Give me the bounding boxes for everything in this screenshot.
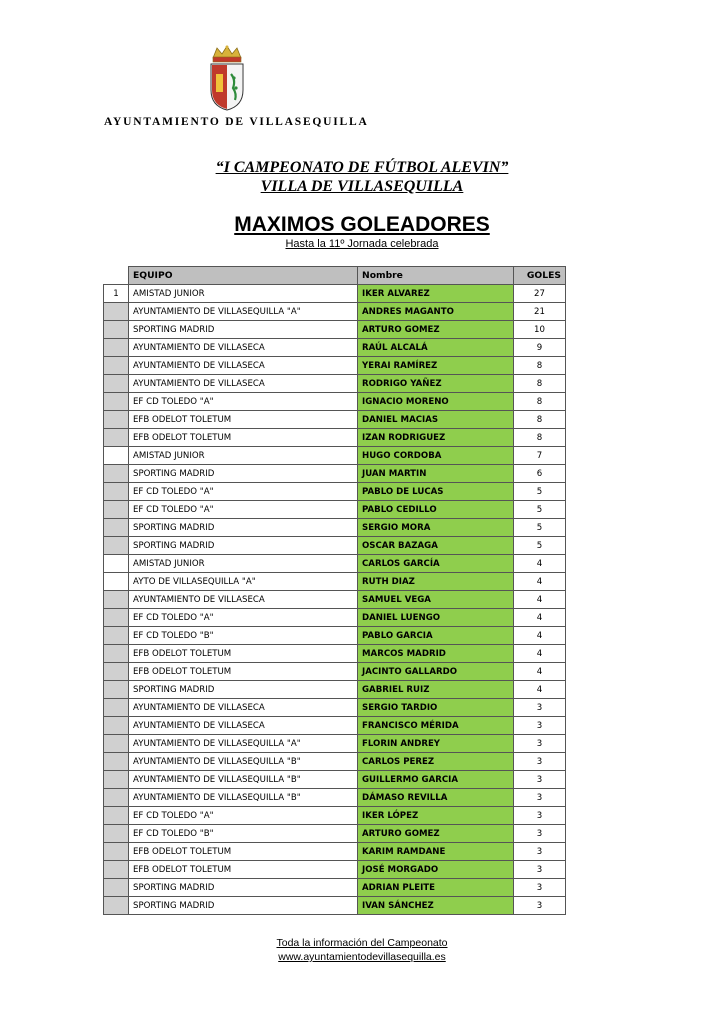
round-note: Hasta la 11º Jornada celebrada	[285, 238, 439, 250]
player-name-cell: JACINTO GALLARDO	[358, 663, 514, 681]
table-row	[104, 411, 566, 429]
goals-cell: 3	[514, 843, 566, 861]
player-name-cell: IGNACIO MORENO	[358, 393, 514, 411]
goals-cell: 5	[514, 483, 566, 501]
table-row	[104, 519, 566, 537]
goals-cell: 6	[514, 465, 566, 483]
rank-cell	[104, 591, 129, 609]
rank-cell	[104, 861, 129, 879]
rank-cell	[104, 897, 129, 915]
player-name-cell: CARLOS GARCÍA	[358, 555, 514, 573]
team-cell: SPORTING MADRID	[129, 897, 358, 915]
table-row	[104, 447, 566, 465]
goals-cell: 3	[514, 861, 566, 879]
rank-cell	[104, 501, 129, 519]
table-row	[104, 681, 566, 699]
goals-cell: 3	[514, 789, 566, 807]
goals-cell: 3	[514, 807, 566, 825]
player-name-cell: ARTURO GOMEZ	[358, 321, 514, 339]
coat-of-arms-icon	[205, 44, 249, 112]
player-name-cell: ADRIAN PLEITE	[358, 879, 514, 897]
rank-cell	[104, 537, 129, 555]
goals-cell: 8	[514, 411, 566, 429]
team-cell: AYUNTAMIENTO DE VILLASECA	[129, 357, 358, 375]
player-name-cell: PABLO CEDILLO	[358, 501, 514, 519]
player-name-cell: RODRIGO YAÑEZ	[358, 375, 514, 393]
rank-cell	[104, 375, 129, 393]
rank-header	[104, 267, 129, 285]
player-name-cell: GABRIEL RUIZ	[358, 681, 514, 699]
team-cell: SPORTING MADRID	[129, 681, 358, 699]
goals-cell: 3	[514, 753, 566, 771]
goals-cell: 21	[514, 303, 566, 321]
rank-cell	[104, 411, 129, 429]
table-row	[104, 483, 566, 501]
player-name-cell: YERAI RAMÍREZ	[358, 357, 514, 375]
player-name-cell: OSCAR BAZAGA	[358, 537, 514, 555]
table-row	[104, 591, 566, 609]
championship-title: “I CAMPEONATO DE FÚTBOL ALEVIN”	[215, 159, 509, 176]
goals-column-header: GOLES	[514, 267, 566, 285]
table-row	[104, 645, 566, 663]
team-cell: SPORTING MADRID	[129, 465, 358, 483]
player-name-cell: JOSÉ MORGADO	[358, 861, 514, 879]
team-cell: EF CD TOLEDO "A"	[129, 393, 358, 411]
goals-cell: 3	[514, 699, 566, 717]
player-name-cell: CARLOS PEREZ	[358, 753, 514, 771]
rank-cell	[104, 627, 129, 645]
top-scorers-table	[103, 266, 566, 915]
table-row	[104, 357, 566, 375]
table-header-row	[104, 267, 566, 285]
table-row	[104, 501, 566, 519]
player-name-cell: IVAN SÁNCHEZ	[358, 897, 514, 915]
rank-cell	[104, 393, 129, 411]
goals-cell: 4	[514, 555, 566, 573]
team-cell: AYUNTAMIENTO DE VILLASECA	[129, 591, 358, 609]
table-row	[104, 465, 566, 483]
player-name-cell: ARTURO GOMEZ	[358, 825, 514, 843]
team-cell: EFB ODELOT TOLETUM	[129, 843, 358, 861]
player-name-cell: HUGO CORDOBA	[358, 447, 514, 465]
team-cell: AYUNTAMIENTO DE VILLASEQUILLA "A"	[129, 303, 358, 321]
table-row	[104, 753, 566, 771]
team-cell: AYUNTAMIENTO DE VILLASECA	[129, 375, 358, 393]
table-row	[104, 303, 566, 321]
table-row	[104, 879, 566, 897]
goals-cell: 4	[514, 609, 566, 627]
team-cell: AYUNTAMIENTO DE VILLASECA	[129, 699, 358, 717]
goals-cell: 8	[514, 375, 566, 393]
team-cell: EF CD TOLEDO "A"	[129, 609, 358, 627]
player-name-cell: ANDRES MAGANTO	[358, 303, 514, 321]
goals-cell: 3	[514, 717, 566, 735]
player-name-cell: PABLO DE LUCAS	[358, 483, 514, 501]
goals-cell: 3	[514, 735, 566, 753]
team-cell: AMISTAD JUNIOR	[129, 555, 358, 573]
footer-info: Toda la información del Campeonato	[276, 937, 448, 949]
goals-cell: 8	[514, 393, 566, 411]
goals-cell: 5	[514, 537, 566, 555]
player-name-cell: JUAN MARTIN	[358, 465, 514, 483]
organization-name: AYUNTAMIENTO DE VILLASEQUILLA	[104, 116, 369, 128]
table-row	[104, 393, 566, 411]
rank-cell	[104, 843, 129, 861]
team-cell: SPORTING MADRID	[129, 537, 358, 555]
goals-cell: 4	[514, 681, 566, 699]
table-row	[104, 537, 566, 555]
team-cell: EF CD TOLEDO "B"	[129, 627, 358, 645]
player-name-cell: DANIEL MACIAS	[358, 411, 514, 429]
team-cell: EF CD TOLEDO "A"	[129, 501, 358, 519]
player-name-cell: PABLO GARCIA	[358, 627, 514, 645]
rank-cell	[104, 771, 129, 789]
team-cell: EFB ODELOT TOLETUM	[129, 429, 358, 447]
rank-cell	[104, 483, 129, 501]
goals-cell: 4	[514, 627, 566, 645]
player-name-cell: DÁMASO REVILLA	[358, 789, 514, 807]
player-name-cell: FLORIN ANDREY	[358, 735, 514, 753]
table-row	[104, 843, 566, 861]
table-row	[104, 897, 566, 915]
goals-cell: 3	[514, 825, 566, 843]
table-row	[104, 771, 566, 789]
table-row	[104, 321, 566, 339]
goals-cell: 7	[514, 447, 566, 465]
rank-cell	[104, 753, 129, 771]
goals-cell: 27	[514, 285, 566, 303]
team-cell: AYUNTAMIENTO DE VILLASEQUILLA "B"	[129, 789, 358, 807]
goals-cell: 3	[514, 879, 566, 897]
goals-cell: 4	[514, 573, 566, 591]
rank-cell	[104, 789, 129, 807]
team-cell: AYUNTAMIENTO DE VILLASEQUILLA "B"	[129, 753, 358, 771]
rank-cell	[104, 519, 129, 537]
goals-cell: 4	[514, 663, 566, 681]
rank-cell	[104, 807, 129, 825]
team-cell: AMISTAD JUNIOR	[129, 285, 358, 303]
team-cell: AYUNTAMIENTO DE VILLASEQUILLA "B"	[129, 771, 358, 789]
footer-website-link[interactable]: www.ayuntamientodevillasequilla.es	[278, 951, 446, 963]
table-row	[104, 807, 566, 825]
team-cell: AYUNTAMIENTO DE VILLASEQUILLA "A"	[129, 735, 358, 753]
player-name-cell: MARCOS MADRID	[358, 645, 514, 663]
team-cell: SPORTING MADRID	[129, 321, 358, 339]
rank-cell	[104, 321, 129, 339]
team-cell: EFB ODELOT TOLETUM	[129, 663, 358, 681]
rank-cell	[104, 357, 129, 375]
team-cell: SPORTING MADRID	[129, 879, 358, 897]
team-cell: EFB ODELOT TOLETUM	[129, 411, 358, 429]
player-name-cell: RAÚL ALCALÁ	[358, 339, 514, 357]
player-name-cell: IKER LÓPEZ	[358, 807, 514, 825]
team-cell: AMISTAD JUNIOR	[129, 447, 358, 465]
goals-cell: 3	[514, 897, 566, 915]
player-name-cell: GUILLERMO GARCIA	[358, 771, 514, 789]
championship-subtitle: VILLA DE VILLASEQUILLA	[260, 178, 464, 195]
goals-cell: 4	[514, 645, 566, 663]
team-cell: EF CD TOLEDO "B"	[129, 825, 358, 843]
rank-cell	[104, 681, 129, 699]
rank-cell	[104, 429, 129, 447]
player-name-cell: DANIEL LUENGO	[358, 609, 514, 627]
name-column-header: Nombre	[358, 267, 514, 285]
player-name-cell: KARIM RAMDANE	[358, 843, 514, 861]
rank-cell	[104, 825, 129, 843]
table-row	[104, 735, 566, 753]
rank-cell: 1	[104, 285, 129, 303]
player-name-cell: SAMUEL VEGA	[358, 591, 514, 609]
team-cell: AYTO DE VILLASEQUILLA "A"	[129, 573, 358, 591]
table-row	[104, 825, 566, 843]
goals-cell: 10	[514, 321, 566, 339]
goals-cell: 5	[514, 501, 566, 519]
table-row	[104, 609, 566, 627]
rank-cell	[104, 339, 129, 357]
goals-cell: 5	[514, 519, 566, 537]
player-name-cell: SERGIO MORA	[358, 519, 514, 537]
team-cell: EF CD TOLEDO "A"	[129, 807, 358, 825]
team-cell: EFB ODELOT TOLETUM	[129, 645, 358, 663]
rank-cell	[104, 447, 129, 465]
rank-cell	[104, 717, 129, 735]
table-row	[104, 861, 566, 879]
table-row	[104, 699, 566, 717]
player-name-cell: IKER ALVAREZ	[358, 285, 514, 303]
page-title: MAXIMOS GOLEADORES	[234, 213, 490, 236]
table-row	[104, 573, 566, 591]
player-name-cell: RUTH DIAZ	[358, 573, 514, 591]
rank-cell	[104, 609, 129, 627]
rank-cell	[104, 645, 129, 663]
table-row	[104, 285, 566, 303]
team-cell: SPORTING MADRID	[129, 519, 358, 537]
rank-cell	[104, 735, 129, 753]
player-name-cell: IZAN RODRIGUEZ	[358, 429, 514, 447]
table-row	[104, 555, 566, 573]
rank-cell	[104, 879, 129, 897]
rank-cell	[104, 573, 129, 591]
player-name-cell: FRANCISCO MÉRIDA	[358, 717, 514, 735]
rank-cell	[104, 465, 129, 483]
team-cell: AYUNTAMIENTO DE VILLASECA	[129, 717, 358, 735]
table-row	[104, 663, 566, 681]
player-name-cell: SERGIO TARDIO	[358, 699, 514, 717]
table-row	[104, 717, 566, 735]
rank-cell	[104, 303, 129, 321]
table-row	[104, 429, 566, 447]
goals-cell: 4	[514, 591, 566, 609]
table-row	[104, 789, 566, 807]
rank-cell	[104, 555, 129, 573]
table-row	[104, 627, 566, 645]
goals-cell: 8	[514, 429, 566, 447]
team-cell: AYUNTAMIENTO DE VILLASECA	[129, 339, 358, 357]
rank-cell	[104, 699, 129, 717]
table-row	[104, 339, 566, 357]
table-row	[104, 375, 566, 393]
goals-cell: 3	[514, 771, 566, 789]
team-cell: EFB ODELOT TOLETUM	[129, 861, 358, 879]
rank-cell	[104, 663, 129, 681]
team-column-header: EQUIPO	[129, 267, 358, 285]
goals-cell: 9	[514, 339, 566, 357]
team-cell: EF CD TOLEDO "A"	[129, 483, 358, 501]
goals-cell: 8	[514, 357, 566, 375]
